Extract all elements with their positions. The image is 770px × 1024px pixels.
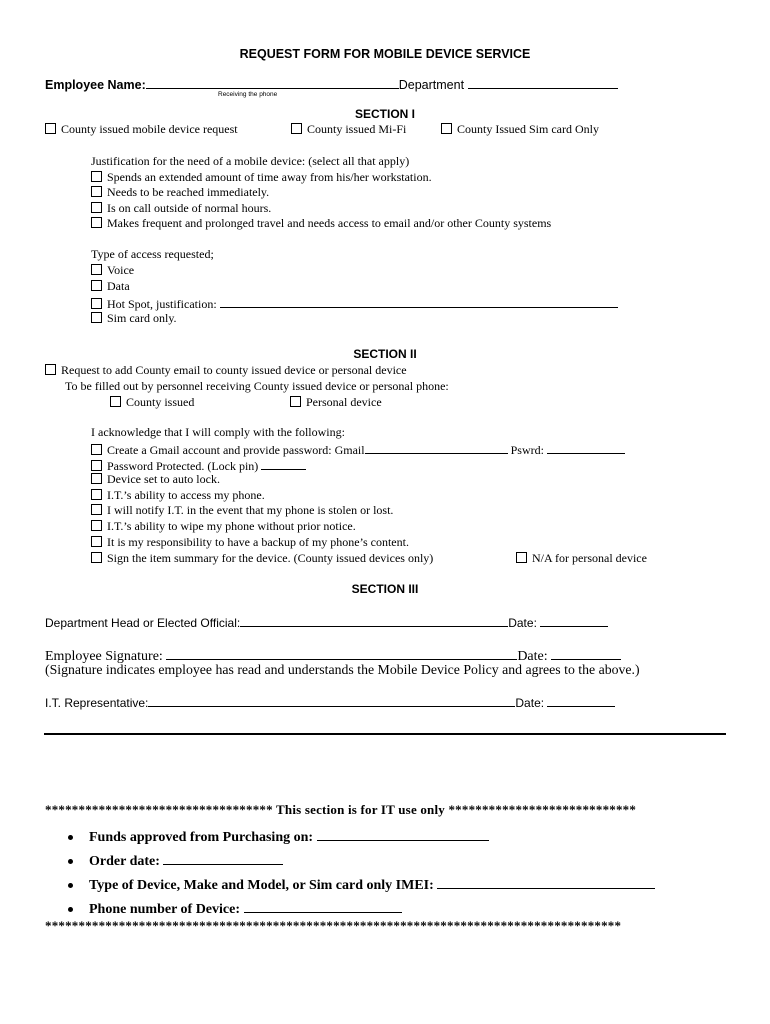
device-type-field[interactable]	[437, 874, 655, 889]
password-field[interactable]	[547, 441, 625, 454]
it-item-funds: Funds approved from Purchasing on:	[68, 826, 489, 846]
checkbox[interactable]	[110, 396, 121, 407]
phone-number-field[interactable]	[244, 898, 402, 913]
hotspot-justification-field[interactable]	[220, 295, 618, 308]
justification-item[interactable]: Needs to be reached immediately.	[91, 185, 269, 200]
it-item-order-date: Order date:	[68, 850, 283, 870]
ack-item[interactable]: I will notify I.T. in the event that my phone is stolen or lost.	[91, 503, 393, 518]
form-title: REQUEST FORM FOR MOBILE DEVICE SERVICE	[239, 47, 531, 61]
access-item-sim[interactable]: Sim card only.	[91, 311, 177, 326]
checkbox[interactable]	[516, 552, 527, 563]
checkbox[interactable]	[91, 264, 102, 275]
checkbox[interactable]	[91, 217, 102, 228]
option-sim-card[interactable]: County Issued Sim card Only	[441, 122, 599, 137]
section-1-heading: SECTION I	[354, 107, 415, 121]
stars-left: **********************************	[45, 802, 273, 817]
date-label: Date:	[508, 616, 537, 630]
access-label: Type of access requested;	[91, 247, 214, 261]
checkbox[interactable]	[91, 202, 102, 213]
checkbox[interactable]	[91, 312, 102, 323]
checkbox[interactable]	[91, 186, 102, 197]
employee-name-field[interactable]	[146, 76, 399, 89]
employee-signature-field[interactable]	[166, 645, 517, 660]
option-mifi[interactable]: County issued Mi-Fi	[291, 122, 406, 137]
checkbox[interactable]	[91, 552, 102, 563]
access-item-hotspot[interactable]: Hot Spot, justification:	[91, 295, 618, 312]
ack-item[interactable]: I.T.’s ability to wipe my phone without prior notice.	[91, 519, 356, 534]
checkbox[interactable]	[91, 460, 102, 471]
dept-head-label: Department Head or Elected Official:	[45, 616, 241, 630]
na-personal-option[interactable]: N/A for personal device	[516, 551, 647, 566]
bottom-stars: **************************************************************************************	[45, 918, 622, 933]
funds-date-field[interactable]	[317, 826, 489, 841]
section-divider	[44, 733, 726, 735]
it-item-device-type: Type of Device, Make and Model, or Sim card only IMEI:	[68, 874, 655, 894]
justification-item[interactable]: Spends an extended amount of time away from his/her workstation.	[91, 170, 432, 185]
it-rep-row	[45, 694, 615, 710]
signature-note: (Signature indicates employee has read and understands the Mobile Device Policy and agrees to the above.)	[45, 662, 640, 677]
checkbox[interactable]	[91, 444, 102, 455]
it-rep-date-field[interactable]	[547, 694, 615, 707]
employee-row	[45, 76, 618, 92]
bullet-icon	[68, 859, 73, 864]
date-label: Date:	[517, 649, 548, 664]
bullet-icon	[68, 883, 73, 888]
it-section-heading: This section is for IT use only	[276, 802, 446, 817]
justification-item[interactable]: Is on call outside of normal hours.	[91, 201, 271, 216]
dept-head-date-field[interactable]	[540, 614, 608, 627]
checkbox[interactable]	[91, 280, 102, 291]
bullet-icon	[68, 907, 73, 912]
checkbox[interactable]	[45, 123, 56, 134]
dept-head-row	[45, 614, 608, 630]
option-mobile-device[interactable]: County issued mobile device request	[45, 122, 238, 137]
checkbox[interactable]	[441, 123, 452, 134]
date-label: Date:	[515, 696, 545, 710]
department-label: Department	[398, 78, 465, 92]
ack-item[interactable]: Password Protected. (Lock pin)	[91, 457, 306, 474]
justification-item[interactable]: Makes frequent and prolonged travel and needs access to email and/or other County systems	[91, 216, 551, 231]
justification-label: Justification for the need of a mobile device: (select all that apply)	[91, 154, 410, 168]
it-rep-signature-field[interactable]	[148, 694, 515, 707]
ack-item-gmail[interactable]: Create a Gmail account and provide password: Gmail Pswrd:	[91, 441, 625, 458]
acknowledge-label: I acknowledge that I will comply with the following:	[91, 425, 345, 439]
bullet-icon	[68, 835, 73, 840]
checkbox[interactable]	[91, 504, 102, 515]
ack-item[interactable]: It is my responsibility to have a backup of my phone’s content.	[91, 535, 409, 550]
order-date-field[interactable]	[163, 850, 283, 865]
dept-head-signature-field[interactable]	[240, 614, 508, 627]
employee-date-field[interactable]	[551, 645, 621, 660]
device-option-county[interactable]: County issued	[110, 395, 194, 410]
access-item-data[interactable]: Data	[91, 279, 130, 294]
ack-item[interactable]: Device set to auto lock.	[91, 472, 220, 487]
checkbox[interactable]	[91, 298, 102, 309]
lock-pin-field[interactable]	[261, 457, 306, 470]
request-email-option[interactable]: Request to add County email to county issued device or personal device	[45, 363, 407, 378]
employee-name-label: Employee Name:	[45, 78, 146, 92]
section-2-heading: SECTION II	[353, 347, 417, 361]
checkbox[interactable]	[91, 473, 102, 484]
gmail-field[interactable]	[365, 441, 508, 454]
it-section-header	[45, 802, 636, 818]
checkbox[interactable]	[91, 520, 102, 531]
department-field[interactable]	[468, 76, 618, 89]
device-option-personal[interactable]: Personal device	[290, 395, 382, 410]
checkbox[interactable]	[91, 171, 102, 182]
section-3-heading: SECTION III	[351, 582, 419, 596]
stars-right: ****************************	[448, 802, 637, 817]
pswrd-label: Pswrd:	[510, 443, 544, 457]
ack-item[interactable]: I.T.’s ability to access my phone.	[91, 488, 265, 503]
it-item-phone-number: Phone number of Device:	[68, 898, 402, 918]
ack-item[interactable]: Sign the item summary for the device. (County issued devices only)	[91, 551, 433, 566]
checkbox[interactable]	[291, 123, 302, 134]
access-item-voice[interactable]: Voice	[91, 263, 134, 278]
it-rep-label: I.T. Representative:	[45, 696, 149, 710]
checkbox[interactable]	[290, 396, 301, 407]
checkbox[interactable]	[91, 536, 102, 547]
employee-sig-label: Employee Signature:	[45, 649, 163, 664]
checkbox[interactable]	[91, 489, 102, 500]
filled-by-label: To be filled out by personnel receiving County issued device or personal phone:	[65, 379, 449, 393]
receiving-caption: Receiving the phone	[218, 91, 278, 98]
checkbox[interactable]	[45, 364, 56, 375]
